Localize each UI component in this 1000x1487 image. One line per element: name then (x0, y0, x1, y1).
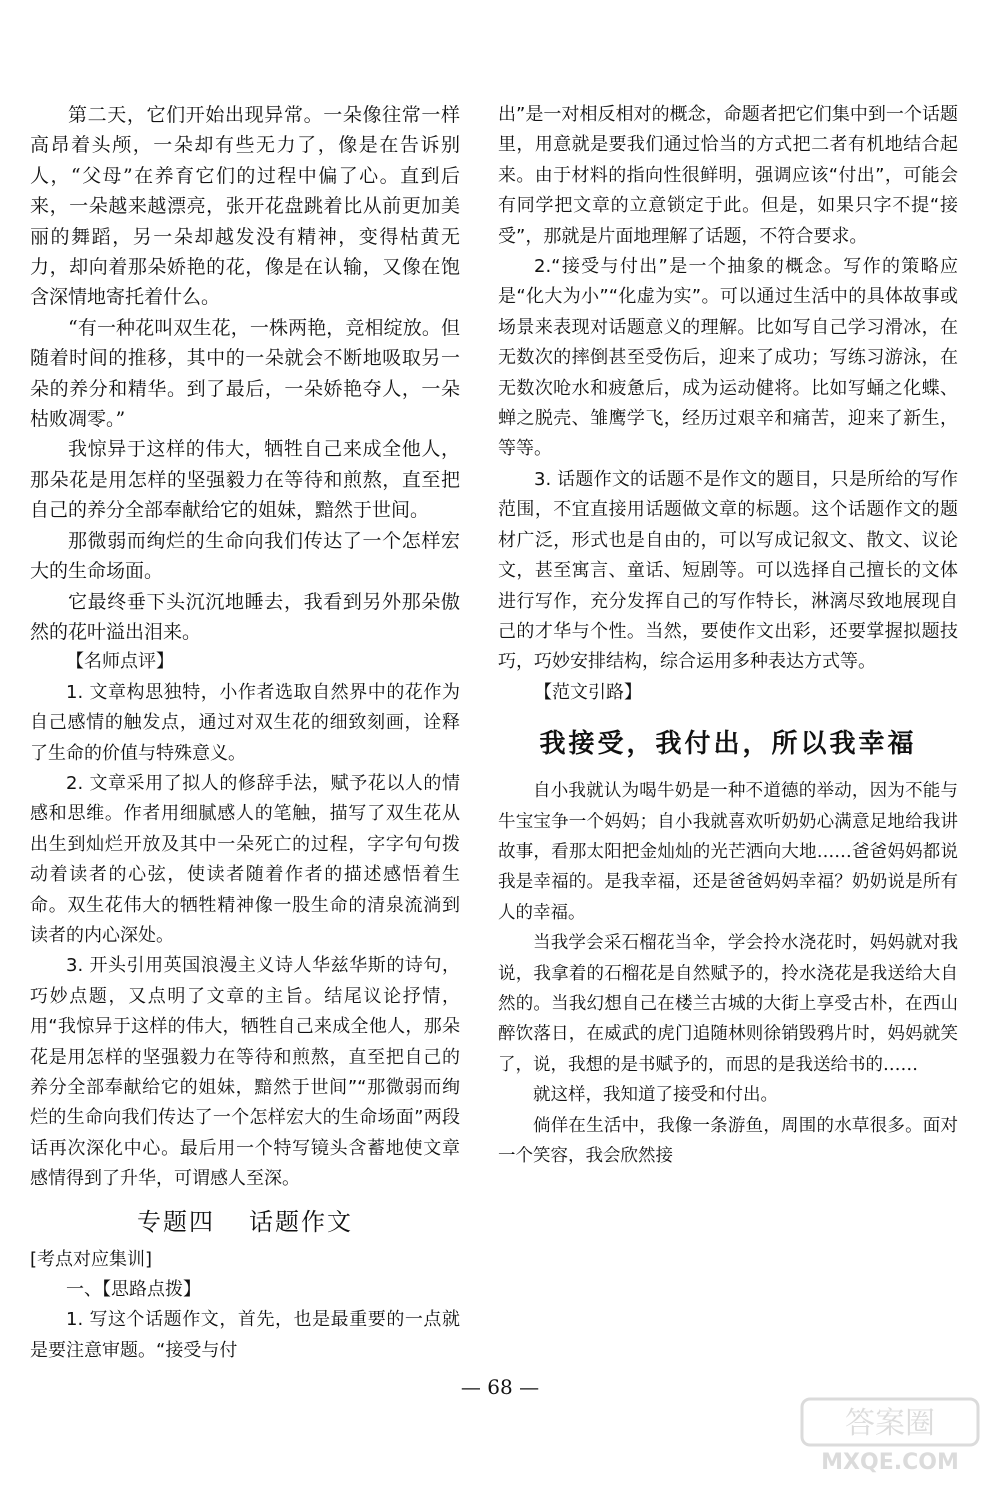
left-column (30, 100, 460, 1366)
essay-paragraph-3: 就这样，我知道了接受和付出。 (533, 1085, 778, 1106)
practice-heading: [考点对应集训] (30, 1248, 153, 1270)
guide-point-1: 1. 写这个话题作文，首先，也是最重要的一点就是要注意审题。“接受与付 (30, 1309, 460, 1361)
paragraph-4: 那微弱而绚烂的生命向我们传达了一个怎样宏大的生命场面。 (30, 529, 460, 583)
page-number: — 68 — (460, 1375, 540, 1399)
model-heading: 【范文引路】 (534, 681, 642, 703)
svg-text:MXQE.COM: MXQE.COM (821, 1450, 959, 1475)
topic-name: 话题作文 (249, 1207, 353, 1236)
svg-text:答案圈: 答案圈 (845, 1406, 935, 1441)
watermark-logo (800, 1397, 980, 1477)
topic-title (30, 1205, 460, 1239)
review-point-3: 3. 开头引用英国浪漫主义诗人华兹华斯的诗句，巧妙点题，又点明了文章的主旨。结尾议论抒情，用“我惊异于这样的伟大，牺牲自己来成全他人，那朵花是用怎样的坚强毅力在等待和煎熬，直至把自己的养分全部奉献给它的姐妹，黯然于世间”“那微弱而绚烂的生命向我们传达了一个怎样宏大的生命场面”两段话再次深化中心。最后用一个特写镜头含蓄地使文章感情得到了升华，可谓感人至深。 (30, 955, 460, 1190)
essay-paragraph-2: 当我学会采石榴花当伞，学会拎水浇花时，妈妈就对我说，我拿着的石榴花是自然赋予的，拎水浇花是我送给大自然的。当我幻想自己在楼兰古城的大街上享受古朴，在西山醉饮落日，在威武的虎门追随林则徐销毁鸦片时，妈妈就笑了，说，我想的是书赋予的，而思的是我送给书的…… (498, 933, 958, 1075)
paragraph-1: 第二天，它们开始出现异常。一朵像往常一样高昂着头颅，一朵却有些无力了，像是在告诉别人，“父母”在养育它们的过程中偏了心。直到后来，一朵越来越漂亮，张开花盘跳着比从前更加美丽的舞蹈，另一朵却越发没有精神，变得枯黄无力，却向着那朵娇艳的花，像是在认输，又像在饱含深情地寄托着什么。 (30, 104, 460, 309)
topic-number: 专题四 (137, 1207, 215, 1236)
review-point-1: 1. 文章构思独特，小作者选取自然界中的花作为自己感情的触发点，通过对双生花的细致刻画，诠释了生命的价值与特殊意义。 (30, 681, 460, 764)
essay-paragraph-4: 倘佯在生活中，我像一条游鱼，周围的水草很多。面对一个笑容，我会欣然接 (498, 1115, 958, 1166)
review-point-2: 2. 文章采用了拟人的修辞手法，赋予花以人的情感和思维。作者用细腻感人的笔触，描写了双生花从出生到灿烂开放及其中一朵死亡的过程，字字句句拨动着读者的心弦，使读者随着作者的描述感悟着生命。双生花伟大的牺牲精神像一股生命的清泉流淌到读者的内心深处。 (30, 772, 460, 946)
review-heading: 【名师点评】 (66, 651, 174, 673)
guide-point-2: 2.“接受与付出”是一个抽象的概念。写作的策略应是“化大为小”“化虚为实”。可以通过生活中的具体故事或场景来表现对话题意义的理解。比如写自己学习滑冰，在无数次的摔倒甚至受伤后，迎来了成功；写练习游泳，在无数次呛水和疲惫后，成为运动健将。比如写蛹之化蝶、蝉之脱壳、雏鹰学飞，经历过艰辛和痛苦，迎来了新生，等等。 (498, 256, 958, 460)
essay-title: 我接受，我付出，所以我幸福 (539, 729, 917, 760)
paragraph-2: “有一种花叫双生花，一株两艳，竞相绽放。但随着时间的推移，其中的一朵就会不断地吸取另一朵的养分和精华。到了最后，一朵娇艳夺人，一朵枯败凋零。” (30, 316, 460, 431)
paragraph-5: 它最终垂下头沉沉地睡去，我看到另外那朵傲然的花叶溢出泪来。 (30, 590, 460, 643)
right-column (498, 100, 958, 1171)
guide-point-3: 3. 话题作文的话题不是作文的题目，只是所给的写作范围，不宜直接用话题做文章的标题。这个话题作文的题材广泛，形式也是自由的，可以写成记叙文、散文、议论文，甚至寓言、童话、短剧等。可以选择自己擅长的文体进行写作，充分发挥自己的写作特长，淋漓尽致地展现自己的才华与个性。当然，要使作文出彩，还要掌握拟题技巧，巧妙安排结构，综合运用多种表达方式等。 (498, 468, 958, 673)
essay-paragraph-1: 自小我就认为喝牛奶是一种不道德的举动，因为不能与牛宝宝争一个妈妈；自小我就喜欢听奶奶心满意足地给我讲故事，看那太阳把金灿灿的光芒洒向大地……爸爸妈妈都说我是幸福的。是我幸福，还是爸爸妈妈幸福？奶奶说是所有人的幸福。 (498, 781, 958, 923)
guide-heading: 一、【思路点拨】 (66, 1279, 201, 1301)
guide-point-1-continued: 出”是一对相反相对的概念，命题者把它们集中到一个话题里，用意就是要我们通过恰当的方式把二者有机地结合起来。由于材料的指向性很鲜明，强调应该“付出”，可能会有同学把文章的立意锁定于此。但是，如果只字不提“接受”，那就是片面地理解了话题，不符合要求。 (498, 104, 958, 247)
paragraph-3: 我惊异于这样的伟大，牺牲自己来成全他人，那朵花是用怎样的坚强毅力在等待和煎熬，直至把自己的养分全部奉献给它的姐妹，黯然于世间。 (30, 438, 460, 522)
